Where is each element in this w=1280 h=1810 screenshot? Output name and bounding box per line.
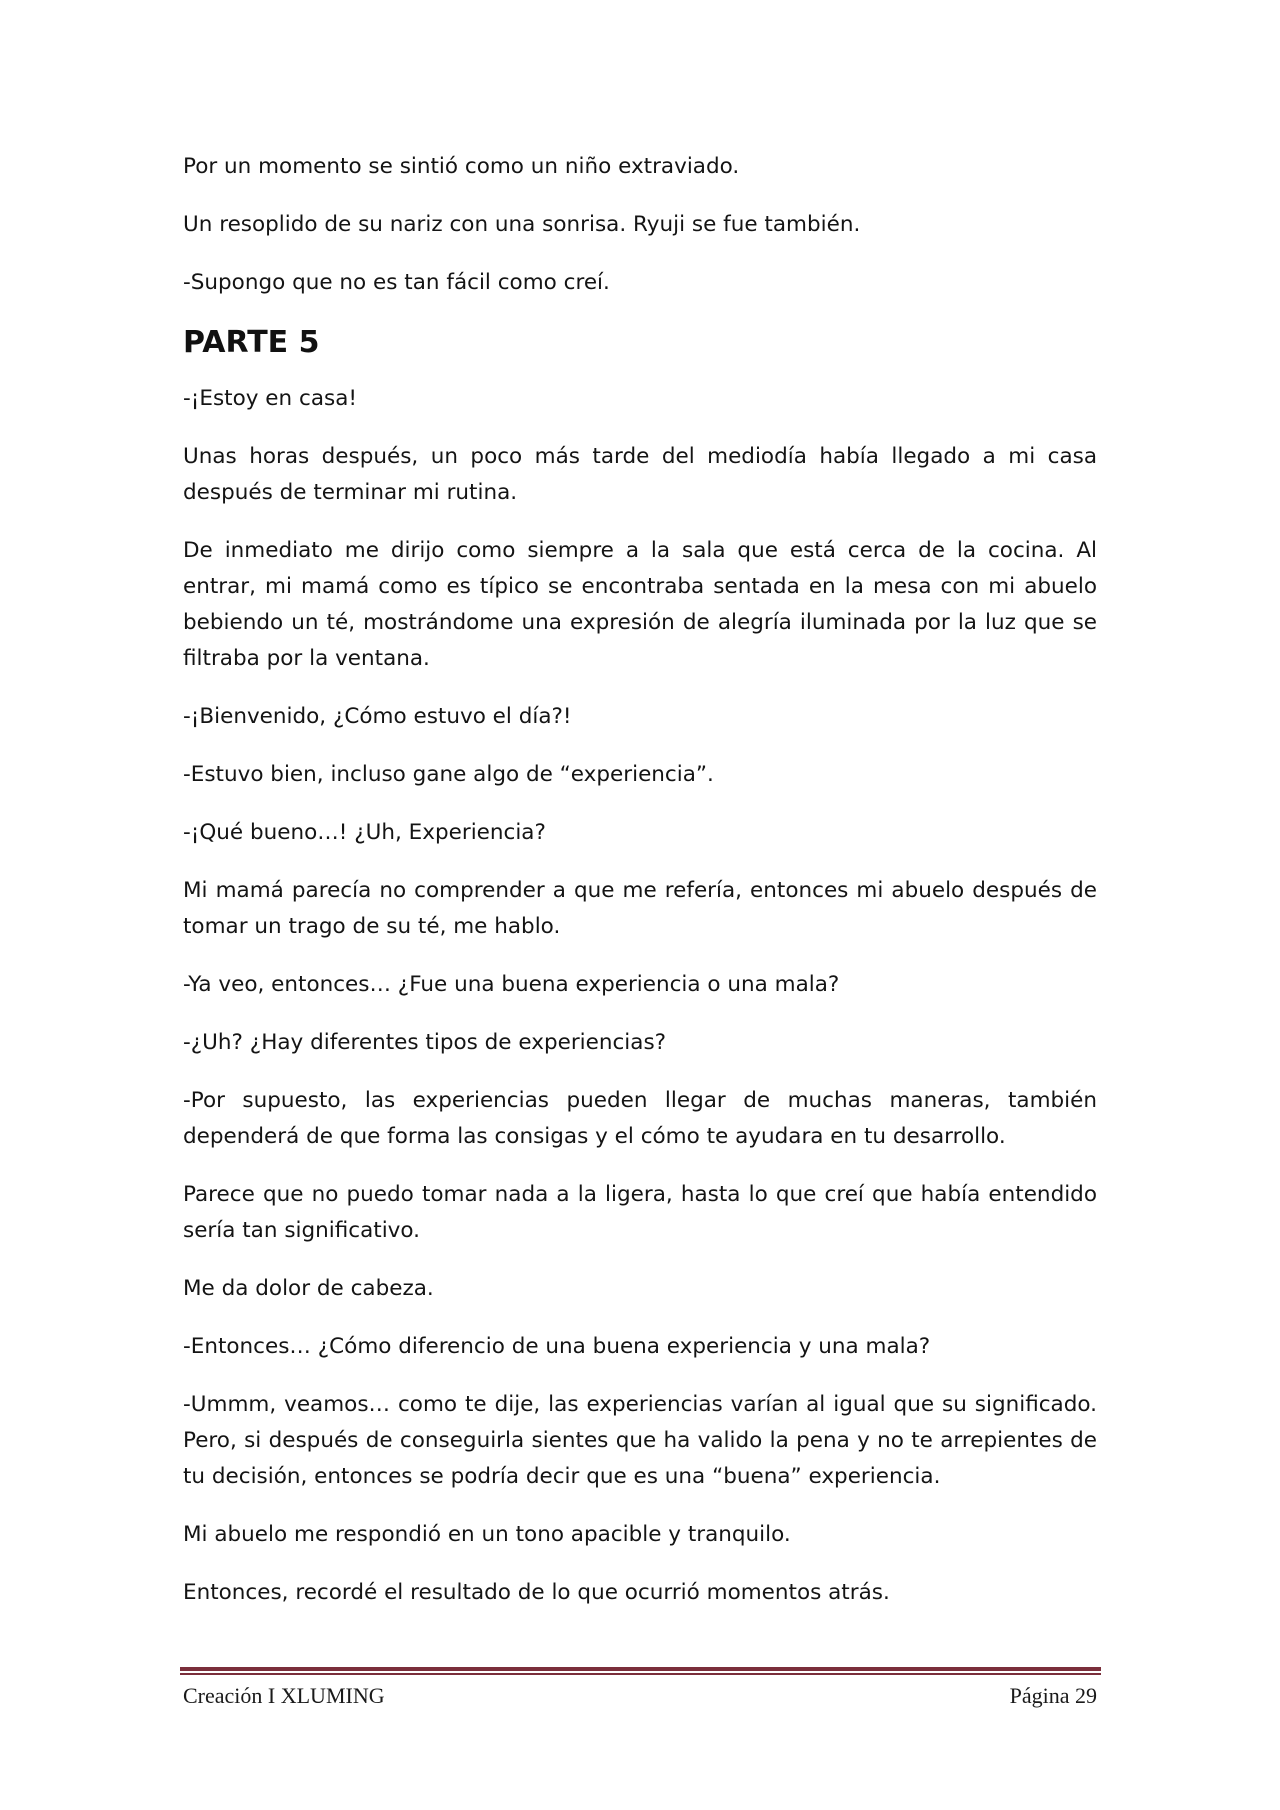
paragraph: -Supongo que no es tan fácil como creí.	[183, 270, 610, 295]
paragraph: -Entonces… ¿Cómo diferencio de una buena experiencia y una mala?	[183, 1334, 931, 1359]
footer-divider	[180, 1667, 1101, 1676]
paragraph: -¡Estoy en casa!	[183, 386, 357, 411]
footer-credit: Creación I XLUMING	[183, 1683, 385, 1708]
paragraph: -Estuvo bien, incluso gane algo de “experiencia”.	[183, 762, 714, 787]
footer-divider-thin-line	[180, 1673, 1101, 1675]
section-heading: PARTE 5	[183, 325, 320, 360]
paragraph: Mi abuelo me respondió en un tono apacible y tranquilo.	[183, 1522, 791, 1547]
paragraph: De inmediato me dirijo como siempre a la sala que está cerca de la cocina. Al entrar, mi mamá como es típico se encontraba sentada en la mesa con mi abuelo bebiendo un té, mostrándome una expresión de alegría iluminada por la luz que se filtraba por la ventana.	[183, 538, 1097, 671]
paragraph: -¿Uh? ¿Hay diferentes tipos de experiencias?	[183, 1030, 667, 1055]
paragraph: Me da dolor de cabeza.	[183, 1276, 434, 1301]
paragraph: Mi mamá parecía no comprender a que me refería, entonces mi abuelo después de tomar un trago de su té, me hablo.	[183, 878, 1097, 939]
paragraph: Entonces, recordé el resultado de lo que ocurrió momentos atrás.	[183, 1580, 890, 1605]
paragraph: Unas horas después, un poco más tarde del mediodía había llegado a mi casa después de terminar mi rutina.	[183, 444, 1097, 505]
paragraph: Un resoplido de su nariz con una sonrisa. Ryuji se fue también.	[183, 212, 861, 237]
footer-divider-thick-line	[180, 1667, 1101, 1671]
paragraph: -Ummm, veamos… como te dije, las experiencias varían al igual que su significado. Pero, si después de conseguirla sientes que ha valido la pena y no te arrepientes de tu decisión, entonces se podría decir que es una “buena” experiencia.	[183, 1392, 1097, 1489]
page-body	[183, 149, 1097, 1633]
page-number: Página 29	[1009, 1683, 1097, 1708]
paragraph: -Por supuesto, las experiencias pueden llegar de muchas maneras, también dependerá de que forma las consigas y el cómo te ayudara en tu desarrollo.	[183, 1088, 1097, 1149]
paragraph: Parece que no puedo tomar nada a la ligera, hasta lo que creí que había entendido sería tan significativo.	[183, 1182, 1097, 1243]
paragraph: -¡Qué bueno…! ¿Uh, Experiencia?	[183, 820, 546, 845]
page-footer	[183, 1679, 1097, 1713]
paragraph: Por un momento se sintió como un niño extraviado.	[183, 154, 740, 179]
paragraph: -¡Bienvenido, ¿Cómo estuvo el día?!	[183, 704, 572, 729]
paragraph: -Ya veo, entonces… ¿Fue una buena experiencia o una mala?	[183, 972, 840, 997]
